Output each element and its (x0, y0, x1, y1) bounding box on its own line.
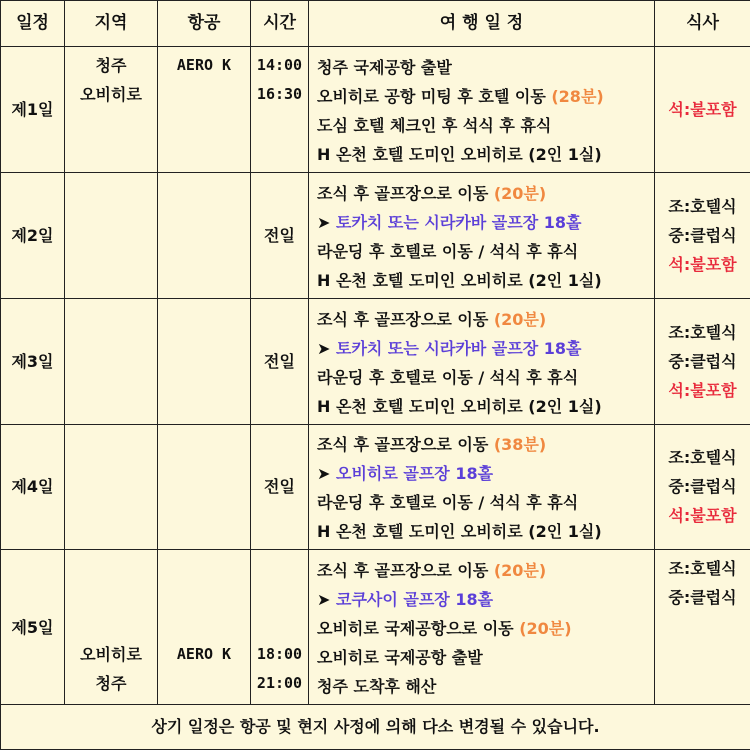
day-label: 제2일 (1, 172, 65, 298)
meal-line: 조:호텔식 (668, 196, 737, 216)
meal-line: 조:호텔식 (668, 448, 737, 468)
day-label: 제1일 (1, 47, 65, 173)
airline-cell (158, 424, 251, 550)
meal-cell (655, 172, 750, 298)
golf-course: 토카치 또는 시라카바 골프장 18홀 (335, 338, 582, 358)
meal-line: 중:클럽식 (668, 477, 737, 497)
plan-cell (309, 424, 655, 550)
region-line: 오비히로 (80, 644, 142, 664)
day-label: 제5일 (1, 550, 65, 705)
airline-cell (158, 172, 251, 298)
footer-row (1, 704, 750, 749)
time-cell: 전일 (251, 424, 309, 550)
time-line: 16:30 (256, 85, 303, 104)
region-line: 오비히로 (80, 85, 142, 105)
golf-course: 토카치 또는 시라카바 골프장 18홀 (335, 212, 582, 232)
meal-line: 석:불포함 (668, 254, 737, 274)
time-cell (251, 47, 309, 173)
duration: (20분) (493, 183, 547, 203)
meal-line: 중:클럽식 (668, 225, 737, 245)
airline-cell (158, 550, 251, 705)
time-line: 14:00 (256, 56, 303, 75)
region-cell (65, 424, 158, 550)
plan-line (317, 334, 654, 363)
duration: (28분) (551, 86, 604, 106)
header-meal: 식사 (655, 1, 750, 47)
duration: (20분) (493, 309, 547, 329)
plan-line: 청주 도착후 해산 (317, 677, 437, 697)
header-region: 지역 (65, 1, 158, 47)
region-cell (65, 172, 158, 298)
header-row (1, 1, 750, 47)
footer-note: 상기 일정은 항공 및 현지 사정에 의해 다소 변경될 수 있습니다. (1, 704, 750, 749)
plan-line: 라운딩 후 호텔로 이동 / 석식 후 휴식 (317, 367, 579, 387)
region-line: 청주 (95, 56, 127, 76)
plan-line (317, 208, 654, 237)
plan-cell (309, 298, 655, 424)
airline-cell: AERO K (158, 47, 251, 173)
meal-line: 석:불포함 (668, 506, 737, 526)
plan-line: 조식 후 골프장으로 이동 (20분) (317, 309, 547, 329)
plan-line: 도심 호텔 체크인 후 석식 후 휴식 (317, 115, 552, 135)
golf-course: 코쿠사이 골프장 18홀 (335, 590, 494, 610)
table-row (1, 172, 750, 298)
duration: (38분) (493, 435, 547, 455)
meal-line: 석:불포함 (668, 99, 737, 119)
plan-line: 조식 후 골프장으로 이동 (20분) (317, 183, 547, 203)
meal-cell (655, 424, 750, 550)
plan-cell (309, 172, 655, 298)
meal-cell (655, 550, 750, 705)
time-cell: 전일 (251, 298, 309, 424)
golf-course: 오비히로 골프장 18홀 (335, 464, 494, 484)
time-line: 18:00 (256, 644, 303, 663)
meal-cell (655, 47, 750, 173)
meal-line: 석:불포함 (668, 380, 737, 400)
plan-line: 조식 후 골프장으로 이동 (38분) (317, 435, 547, 455)
meal-line: 중:클럽식 (668, 351, 737, 371)
airline-cell (158, 298, 251, 424)
plan-line: 청주 국제공항 출발 (317, 57, 452, 77)
table-row (1, 298, 750, 424)
duration: (20분) (519, 619, 572, 639)
plan-line: H 온천 호텔 도미인 오비히로 (2인 1실) (317, 522, 602, 542)
duration: (20분) (493, 561, 547, 581)
arrow-icon: ➤ (317, 338, 336, 358)
plan-cell (309, 47, 655, 173)
time-line: 21:00 (256, 673, 303, 692)
meal-line: 조:호텔식 (668, 559, 737, 579)
plan-line: 라운딩 후 호텔로 이동 / 석식 후 휴식 (317, 493, 579, 513)
table-row (1, 47, 750, 173)
airline-line: AERO K (176, 644, 232, 663)
time-cell: 전일 (251, 172, 309, 298)
region-cell (65, 550, 158, 705)
meal-line: 조:호텔식 (668, 322, 737, 342)
plan-line: 조식 후 골프장으로 이동 (20분) (317, 561, 547, 581)
plan-line: H 온천 호텔 도미인 오비히로 (2인 1실) (317, 396, 602, 416)
plan-line: 오비히로 공항 미팅 후 호텔 이동 (28분) (317, 86, 604, 106)
plan-line (317, 585, 654, 614)
plan-cell (309, 550, 655, 705)
region-cell (65, 298, 158, 424)
meal-line: 중:클럽식 (668, 588, 737, 608)
arrow-icon: ➤ (317, 212, 336, 232)
plan-line: 오비히로 국제공항 출발 (317, 648, 483, 668)
day-label: 제3일 (1, 298, 65, 424)
time-cell (251, 550, 309, 705)
table-row (1, 550, 750, 705)
header-day: 일정 (1, 1, 65, 47)
day-label: 제4일 (1, 424, 65, 550)
region-line: 청주 (95, 673, 127, 693)
header-itinerary: 여 행 일 정 (309, 1, 655, 47)
header-airline: 항공 (158, 1, 251, 47)
table-row (1, 424, 750, 550)
header-time: 시간 (251, 1, 309, 47)
plan-line: 라운딩 후 호텔로 이동 / 석식 후 휴식 (317, 241, 579, 261)
plan-line (317, 459, 654, 488)
arrow-icon: ➤ (317, 464, 336, 484)
meal-cell (655, 298, 750, 424)
arrow-icon: ➤ (317, 590, 336, 610)
plan-line: 오비히로 국제공항으로 이동 (20분) (317, 619, 572, 639)
plan-line: H 온천 호텔 도미인 오비히로 (2인 1실) (317, 144, 602, 164)
plan-line: H 온천 호텔 도미인 오비히로 (2인 1실) (317, 270, 602, 290)
region-cell (65, 47, 158, 173)
